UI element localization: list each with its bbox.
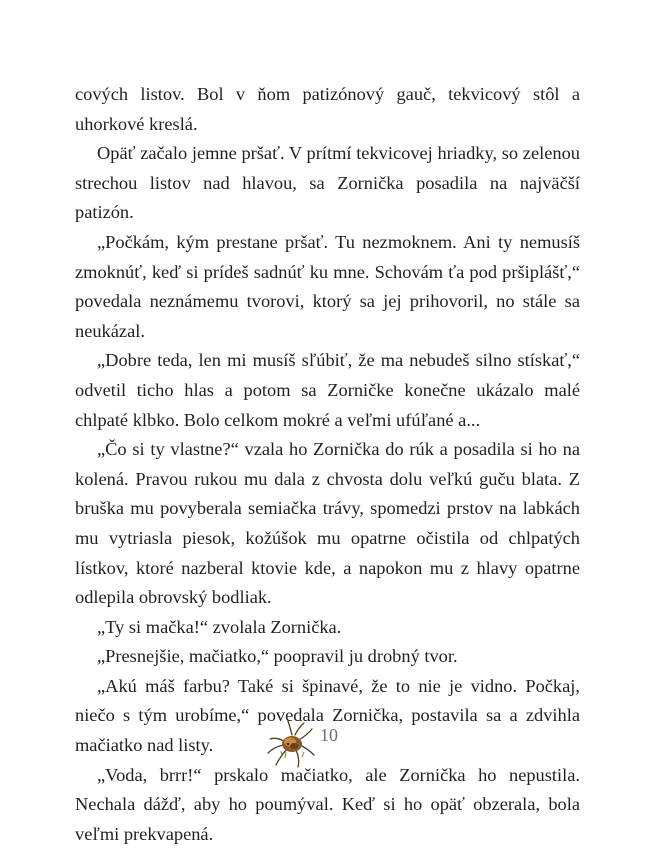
paragraph: „Dobre teda, len mi musíš sľúbiť, že ma nebudeš silno stískať,“ odvetil ticho hlas a potom sa Zorničke konečne ukázalo malé chlpaté klbko. Bolo celkom mokré a veľmi ufúľané a... (75, 350, 580, 430)
paragraph: „Čo si ty vlastne?“ vzala ho Zornička do rúk a posadila si ho na kolená. Pravou rukou mu dala z chvosta dolu veľkú guču blata. Z bruška mu povyberala semiačka trávy, spomedzi prstov na labkách mu vytriasla piesok, kožúšok mu opatrne očistila od chlpatých lístkov, ktoré nazberal ktovie kde, a napokon mu z hlavy opatrne odlepila obrovský bodliak. (75, 439, 580, 608)
paragraph: Opäť začalo jemne pršať. V prítmí tekvicovej hriadky, so zelenou strechou listov nad hlavou, sa Zornička posadila na najväčší patizón. (75, 143, 580, 223)
paragraph: „Počkám, kým prestane pršať. Tu nezmoknem. Ani ty nemusíš zmoknúť, keď si prídeš sadnúť ku mne. Schovám ťa pod pršiplášť,“ povedala neznámemu tvorovi, ktorý sa jej prihovoril, no stále sa neukázal. (75, 231, 580, 341)
paragraph: cových listov. Bol v ňom patizónový gauč, tekvicový stôl a uhorkové kreslá. (75, 84, 580, 134)
paragraph: „Akú máš farbu? Také si špinavé, že to nie je vidno. Počkaj, niečo s tým urobíme,“ povedala Zornička, postavila sa a zdvihla mačiatko nad listy. (75, 675, 580, 756)
bug-icon (262, 715, 320, 771)
paragraph: „Presnejšie, mačiatko,“ poopravil ju drobný tvor. (97, 646, 458, 667)
paragraph: „Ty si mačka!“ zvolala Zornička. (97, 616, 342, 637)
page-footer (0, 715, 656, 775)
page-number: 10 (320, 725, 338, 745)
paragraph: „Voda, brrr!“ prskalo mačiatko, ale Zornička ho nepustila. Nechala dážď, aby ho poumýval. Keď si ho opäť obzerala, bola veľmi prekvapená. (75, 764, 580, 844)
